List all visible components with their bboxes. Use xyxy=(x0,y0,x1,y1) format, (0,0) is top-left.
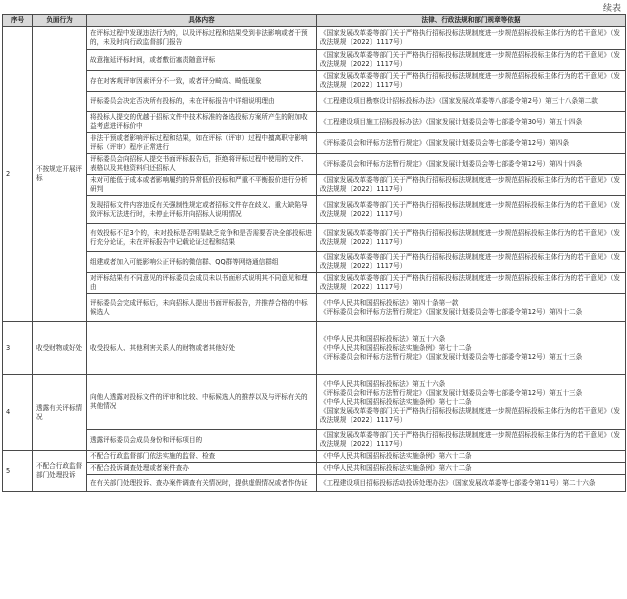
table-row xyxy=(3,475,626,492)
table-row xyxy=(3,133,626,154)
legal-basis: 《国家发展改革委等部门关于严格执行招标投标法规制度进一步规范招标投标主体行为的若干意见》（发改法规规〔2022〕1117号） xyxy=(317,175,626,196)
table-row xyxy=(3,273,626,294)
specific-content: 对评标结果有不同意见的评标委员会成员未以书面形式说明其不同意见和理由 xyxy=(87,273,317,294)
legal-basis: 《国家发展改革委等部门关于严格执行招标投标法规制度进一步规范招标投标主体行为的若干意见》（发改法规规〔2022〕1117号） xyxy=(317,430,626,451)
negative-behavior: 不配合行政监督部门处理投诉 xyxy=(33,451,87,492)
legal-basis: 《中华人民共和国招标投标法实施条例》第六十二条 xyxy=(317,451,626,463)
table-row xyxy=(3,154,626,175)
legal-basis: 《工程建设项目施工招标投标办法》（国家发展计划委员会等七部委令第30号）第五十四条 xyxy=(317,112,626,133)
legal-basis: 《中华人民共和国招标投标法实施条例》第六十二条 xyxy=(317,463,626,475)
legal-basis: 《工程建设项目勘察设计招标投标办法》（国家发展改革委等八部委令第2号）第三十八条第二款 xyxy=(317,92,626,112)
table-row xyxy=(3,252,626,273)
negative-behavior: 收受财物或好处 xyxy=(33,322,87,375)
legal-basis: 《国家发展改革委等部门关于严格执行招标投标法规制度进一步规范招标投标主体行为的若干意见》（发改法规规〔2022〕1117号） xyxy=(317,71,626,92)
specific-content: 不配合行政监督部门依法实施的监督、检查 xyxy=(87,451,317,463)
specific-content: 透露评标委员会成员身份和评标项目的 xyxy=(87,430,317,451)
specific-content: 收受投标人、其他利害关系人的财物或者其他好处 xyxy=(87,322,317,375)
specific-content: 在有关部门处理投诉、查办案件调查有关情况时，提供虚假情况或者作伪证 xyxy=(87,475,317,492)
legal-basis: 《中华人民共和国招标投标法》第五十六条 《评标委员会和评标方法暂行规定》（国家发展计划委员会等七部委令第12号）第五十三条 《中华人民共和国招标投标法实施条例》第七十二条 《国家发展改革委等部门关于严格执行招标投标法规制度进一步规范招标投标主体行为的若干意见》（发改法规规〔2022〕1117号） xyxy=(317,375,626,430)
table-row xyxy=(3,224,626,252)
table-row xyxy=(3,71,626,92)
specific-content: 有效投标不足3个的，未对投标是否明显缺乏竞争和是否需要否决全部投标进行充分论证，未在评标报告中记载论证过程和结果 xyxy=(87,224,317,252)
legal-basis: 《国家发展改革委等部门关于严格执行招标投标法规制度进一步规范招标投标主体行为的若干意见》（发改法规规〔2022〕1117号） xyxy=(317,27,626,50)
specific-content: 评标委员会向招标人提交书面评标报告后，拒绝将评标过程中使用的文件、表格以及其他资料归还招标人 xyxy=(87,154,317,175)
legal-basis: 《中华人民共和国招标投标法》第四十条第一款 《评标委员会和评标方法暂行规定》（国家发展计划委员会等七部委令第12号）第四十二条 xyxy=(317,294,626,322)
specific-content: 不配合投诉调查处理或者案件查办 xyxy=(87,463,317,475)
specific-content: 将投标人提交的优越于招标文件中技术标准的备选投标方案所产生的附加收益考虑进评标价中 xyxy=(87,112,317,133)
legal-basis: 《评标委员会和评标方法暂行规定》（国家发展计划委员会等七部委令第12号）第四十四条 xyxy=(317,154,626,175)
header-content: 具体内容 xyxy=(87,15,317,27)
specific-content: 存在对客观评审因素评分不一致，或者评分畸高、畸低现象 xyxy=(87,71,317,92)
table-row xyxy=(3,27,626,50)
header-law: 法律、行政法规和部门规章等依据 xyxy=(317,15,626,27)
table-row xyxy=(3,112,626,133)
header-behavior: 负面行为 xyxy=(33,15,87,27)
legal-basis: 《评标委员会和评标方法暂行规定》（国家发展计划委员会等七部委令第12号）第四条 xyxy=(317,133,626,154)
specific-content: 非法干预或者影响评标过程和结果，如在评标（评审）过程中擅离职守影响评标（评审）程序正常进行 xyxy=(87,133,317,154)
table-row xyxy=(3,294,626,322)
table-row xyxy=(3,175,626,196)
table-row xyxy=(3,50,626,71)
table-row xyxy=(3,92,626,112)
row-number: 3 xyxy=(3,322,33,375)
row-number: 2 xyxy=(3,27,33,322)
table-row xyxy=(3,322,626,375)
row-number: 5 xyxy=(3,451,33,492)
table-body xyxy=(3,27,626,492)
table-header-row xyxy=(3,15,626,27)
negative-behavior: 透露有关评标情况 xyxy=(33,375,87,451)
table-row xyxy=(3,196,626,224)
specific-content: 故意拖延评标时间，或者敷衍塞责随意评标 xyxy=(87,50,317,71)
continued-label: 续表 xyxy=(602,4,621,14)
specific-content: 未对可能低于成本或者影响履约的异常低价投标和严重不平衡报价进行分析研判 xyxy=(87,175,317,196)
table-row xyxy=(3,430,626,451)
table-row xyxy=(3,463,626,475)
legal-basis: 《工程建设项目招标投标活动投诉处理办法》（国家发展改革委等七部委令第11号）第二十六条 xyxy=(317,475,626,492)
specific-content: 向他人透露对投标文件的评审和比较、中标候选人的推荐以及与评标有关的其他情况 xyxy=(87,375,317,430)
specific-content: 评标委员会完成评标后，未向招标人提出书面评标报告，并推荐合格的中标候选人 xyxy=(87,294,317,322)
row-number: 4 xyxy=(3,375,33,451)
specific-content: 组建或者加入可能影响公正评标的微信群、QQ群等网络通信群组 xyxy=(87,252,317,273)
legal-basis: 《国家发展改革委等部门关于严格执行招标投标法规制度进一步规范招标投标主体行为的若干意见》（发改法规规〔2022〕1117号） xyxy=(317,252,626,273)
table-row xyxy=(3,375,626,430)
legal-basis: 《国家发展改革委等部门关于严格执行招标投标法规制度进一步规范招标投标主体行为的若干意见》（发改法规规〔2022〕1117号） xyxy=(317,196,626,224)
specific-content: 评标委员会决定否决所有投标的，未在评标报告中详细说明理由 xyxy=(87,92,317,112)
legal-basis: 《国家发展改革委等部门关于严格执行招标投标法规制度进一步规范招标投标主体行为的若干意见》（发改法规规〔2022〕1117号） xyxy=(317,50,626,71)
specific-content: 在评标过程中发现违法行为的，以及评标过程和结果受到非法影响或者干预的，未及时向行政监督部门报告 xyxy=(87,27,317,50)
negative-behavior: 不按规定开展评标 xyxy=(33,27,87,322)
legal-basis: 《国家发展改革委等部门关于严格执行招标投标法规制度进一步规范招标投标主体行为的若干意见》（发改法规规〔2022〕1117号） xyxy=(317,273,626,294)
legal-basis: 《国家发展改革委等部门关于严格执行招标投标法规制度进一步规范招标投标主体行为的若干意见》（发改法规规〔2022〕1117号） xyxy=(317,224,626,252)
legal-basis: 《中华人民共和国招标投标法》第五十六条 《中华人民共和国招标投标法实施条例》第七十二条 《评标委员会和评标方法暂行规定》（国家发展计划委员会等七部委令第12号）第五十三条 xyxy=(317,322,626,375)
specific-content: 发现招标文件内容违反有关强制性规定或者招标文件存在歧义、重大缺陷导致评标无法进行时，未停止评标并向招标人说明情况 xyxy=(87,196,317,224)
header-no: 序号 xyxy=(3,15,33,27)
regulation-table xyxy=(2,14,626,492)
table-row xyxy=(3,451,626,463)
